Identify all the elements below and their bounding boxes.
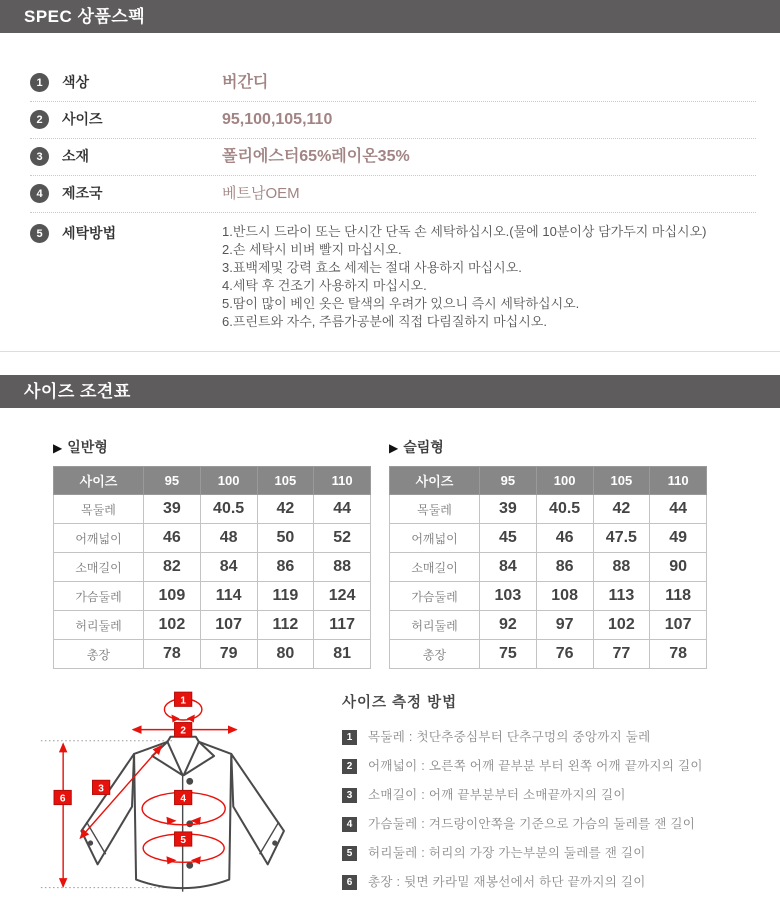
shirt-measurement-diagram (28, 679, 313, 917)
size-cell: 52 (314, 524, 371, 553)
measure-item-text: 어깨넓이 : 오른쪽 어깨 끝부분 부터 왼쪽 어깨 끝까지의 길이 (368, 759, 703, 773)
washing-instructions (222, 223, 707, 331)
col-header: 사이즈 (390, 467, 480, 495)
spec-value-size: 95,100,105,110 (222, 111, 333, 128)
marker-number: 6 (59, 793, 66, 805)
size-cell: 44 (314, 495, 371, 524)
size-cell: 79 (200, 640, 257, 669)
number-badge-3: 3 (30, 147, 49, 166)
regular-fit-block (53, 437, 371, 669)
measure-num-badge: 4 (342, 817, 357, 832)
size-cell: 92 (480, 611, 537, 640)
washing-line: 6.프린트와 자수, 주름가공분에 직접 다림질하지 마십시오. (222, 314, 547, 329)
col-header: 95 (144, 467, 201, 495)
size-cell: 86 (536, 553, 593, 582)
size-cell: 117 (314, 611, 371, 640)
size-cell: 78 (144, 640, 201, 669)
number-badge-1: 1 (30, 73, 49, 92)
number-badge-4: 4 (30, 184, 49, 203)
measure-item-text: 총장 : 뒷면 카라밑 재봉선에서 하단 끝까지의 길이 (368, 875, 646, 889)
size-cell: 109 (144, 582, 201, 611)
measure-item (342, 816, 777, 833)
row-label: 가슴둘레 (390, 582, 480, 611)
size-cell: 82 (144, 553, 201, 582)
spec-value-material: 폴리에스터65%레이온35% (222, 148, 410, 165)
triangle-bullet-icon: ▶ (389, 441, 399, 455)
measure-section (0, 669, 780, 922)
measure-item-text: 목둘레 : 첫단추중심부터 단추구멍의 중앙까지 둘레 (368, 730, 651, 744)
size-cell: 39 (144, 495, 201, 524)
row-label: 허리둘레 (54, 611, 144, 640)
size-cell: 81 (314, 640, 371, 669)
size-cell: 84 (480, 553, 537, 582)
number-badge-5: 5 (30, 224, 49, 243)
col-header: 110 (650, 467, 707, 495)
size-cell: 49 (650, 524, 707, 553)
table-row (390, 640, 707, 669)
spec-row-material (30, 139, 756, 176)
table-row (54, 495, 371, 524)
marker-number: 3 (98, 783, 104, 795)
table-row (390, 495, 707, 524)
size-cell: 45 (480, 524, 537, 553)
size-cell: 102 (144, 611, 201, 640)
shirt-outline (81, 737, 284, 892)
spec-label-material: 소재 (62, 148, 90, 164)
size-chart-title: 사이즈 조견표 (24, 382, 131, 401)
row-label: 허리둘레 (390, 611, 480, 640)
washing-line: 3.표백제및 강력 효소 세제는 절대 사용하지 마십시오. (222, 260, 522, 275)
table-row (54, 582, 371, 611)
size-cell: 78 (650, 640, 707, 669)
size-cell: 103 (480, 582, 537, 611)
spec-label-washing: 세탁방법 (62, 225, 117, 241)
size-chart-header (0, 375, 780, 408)
marker-number: 2 (180, 725, 186, 737)
row-label: 총장 (390, 640, 480, 669)
col-header: 105 (593, 467, 650, 495)
size-cell: 75 (480, 640, 537, 669)
table-header-row (390, 467, 707, 495)
washing-line: 2.손 세탁시 비벼 빨지 마십시오. (222, 242, 402, 257)
measure-num-badge: 1 (342, 730, 357, 745)
table-row (390, 553, 707, 582)
regular-fit-table (53, 466, 371, 669)
size-cell: 102 (593, 611, 650, 640)
size-cell: 97 (536, 611, 593, 640)
size-cell: 46 (144, 524, 201, 553)
col-header: 105 (257, 467, 314, 495)
slim-fit-block (389, 437, 707, 669)
size-cell: 88 (593, 553, 650, 582)
regular-fit-label: 일반형 (67, 439, 108, 455)
size-cell: 44 (650, 495, 707, 524)
size-cell: 42 (257, 495, 314, 524)
button-dot (186, 778, 193, 785)
slim-fit-table (389, 466, 707, 669)
spec-row-origin (30, 176, 756, 213)
measure-item (342, 845, 777, 862)
measure-item-text: 가슴둘레 : 겨드랑이안쪽을 기준으로 가슴의 둘레를 잰 길이 (368, 817, 696, 831)
table-row (390, 611, 707, 640)
row-label: 총장 (54, 640, 144, 669)
washing-line: 5.땀이 많이 베인 옷은 탈색의 우려가 있으니 즉시 세탁하십시오. (222, 296, 580, 311)
col-header: 100 (536, 467, 593, 495)
marker-number: 5 (180, 835, 186, 847)
measure-guide-panel (342, 679, 777, 922)
measure-guide-title: 사이즈 측정 방법 (342, 695, 458, 711)
col-header: 100 (200, 467, 257, 495)
size-cell: 50 (257, 524, 314, 553)
spec-row-washing (30, 213, 756, 339)
size-cell: 48 (200, 524, 257, 553)
col-header: 사이즈 (54, 467, 144, 495)
cuff-button-dot (272, 840, 277, 845)
size-cell: 40.5 (200, 495, 257, 524)
spec-row-size (30, 102, 756, 139)
size-cell: 77 (593, 640, 650, 669)
collar-band (167, 737, 198, 742)
marker-number: 4 (180, 793, 186, 805)
measure-item (342, 729, 777, 746)
table-row (54, 640, 371, 669)
table-row (54, 553, 371, 582)
size-cell: 47.5 (593, 524, 650, 553)
measure-item (342, 758, 777, 775)
size-cell: 119 (257, 582, 314, 611)
arrowhead (172, 714, 180, 722)
spec-section-header (0, 0, 780, 33)
measure-item (342, 787, 777, 804)
measure-item-text: 소매길이 : 어깨 끝부분부터 소매끝까지의 길이 (368, 788, 626, 802)
spec-label-size: 사이즈 (62, 111, 103, 127)
size-cell: 107 (200, 611, 257, 640)
size-cell: 76 (536, 640, 593, 669)
slim-fit-title (389, 437, 707, 457)
spec-label-origin: 제조국 (62, 185, 103, 201)
size-cell: 118 (650, 582, 707, 611)
arrowhead (187, 714, 195, 722)
col-header: 110 (314, 467, 371, 495)
size-cell: 124 (314, 582, 371, 611)
table-row (390, 582, 707, 611)
size-cell: 90 (650, 553, 707, 582)
cuff-button-dot (88, 840, 93, 845)
shirt-diagram-wrap (28, 679, 316, 922)
row-label: 목둘레 (54, 495, 144, 524)
washing-line: 1.반드시 드라이 또는 단시간 단독 손 세탁하십시오.(물에 10분이상 담가두지 마십시오) (222, 224, 707, 239)
spec-row-color (30, 65, 756, 102)
row-label: 가슴둘레 (54, 582, 144, 611)
size-cell: 86 (257, 553, 314, 582)
size-cell: 80 (257, 640, 314, 669)
size-cell: 39 (480, 495, 537, 524)
measure-item-text: 허리둘레 : 허리의 가장 가는부분의 둘레를 잰 길이 (368, 846, 646, 860)
right-sleeve (231, 754, 284, 864)
size-cell: 108 (536, 582, 593, 611)
row-label: 어깨넓이 (390, 524, 480, 553)
row-label: 목둘레 (390, 495, 480, 524)
washing-line: 4.세탁 후 건조기 사용하지 마십시오. (222, 278, 427, 293)
col-header: 95 (480, 467, 537, 495)
left-sleeve (81, 754, 134, 864)
size-cell: 114 (200, 582, 257, 611)
marker-number: 1 (180, 695, 186, 707)
row-label: 소매길이 (54, 553, 144, 582)
regular-fit-title (53, 437, 371, 457)
measure-item (342, 874, 777, 891)
size-cell: 112 (257, 611, 314, 640)
measure-num-badge: 5 (342, 846, 357, 861)
size-cell: 40.5 (536, 495, 593, 524)
table-row (54, 611, 371, 640)
measure-num-badge: 3 (342, 788, 357, 803)
row-label: 어깨넓이 (54, 524, 144, 553)
product-spec-list (0, 33, 780, 352)
measure-num-badge: 2 (342, 759, 357, 774)
spec-value-origin: 베트남OEM (222, 185, 300, 202)
table-header-row (54, 467, 371, 495)
measure-num-badge: 6 (342, 875, 357, 890)
spec-label-color: 색상 (62, 74, 90, 90)
triangle-bullet-icon: ▶ (53, 441, 63, 455)
size-cell: 88 (314, 553, 371, 582)
spec-section-title: SPEC 상품스펙 (24, 7, 146, 26)
spec-value-color: 버간디 (222, 74, 269, 91)
table-row (54, 524, 371, 553)
size-cell: 42 (593, 495, 650, 524)
size-cell: 46 (536, 524, 593, 553)
size-tables (0, 408, 780, 669)
table-row (390, 524, 707, 553)
size-cell: 84 (200, 553, 257, 582)
slim-fit-label: 슬림형 (403, 439, 444, 455)
row-label: 소매길이 (390, 553, 480, 582)
number-badge-2: 2 (30, 110, 49, 129)
size-cell: 107 (650, 611, 707, 640)
size-cell: 113 (593, 582, 650, 611)
